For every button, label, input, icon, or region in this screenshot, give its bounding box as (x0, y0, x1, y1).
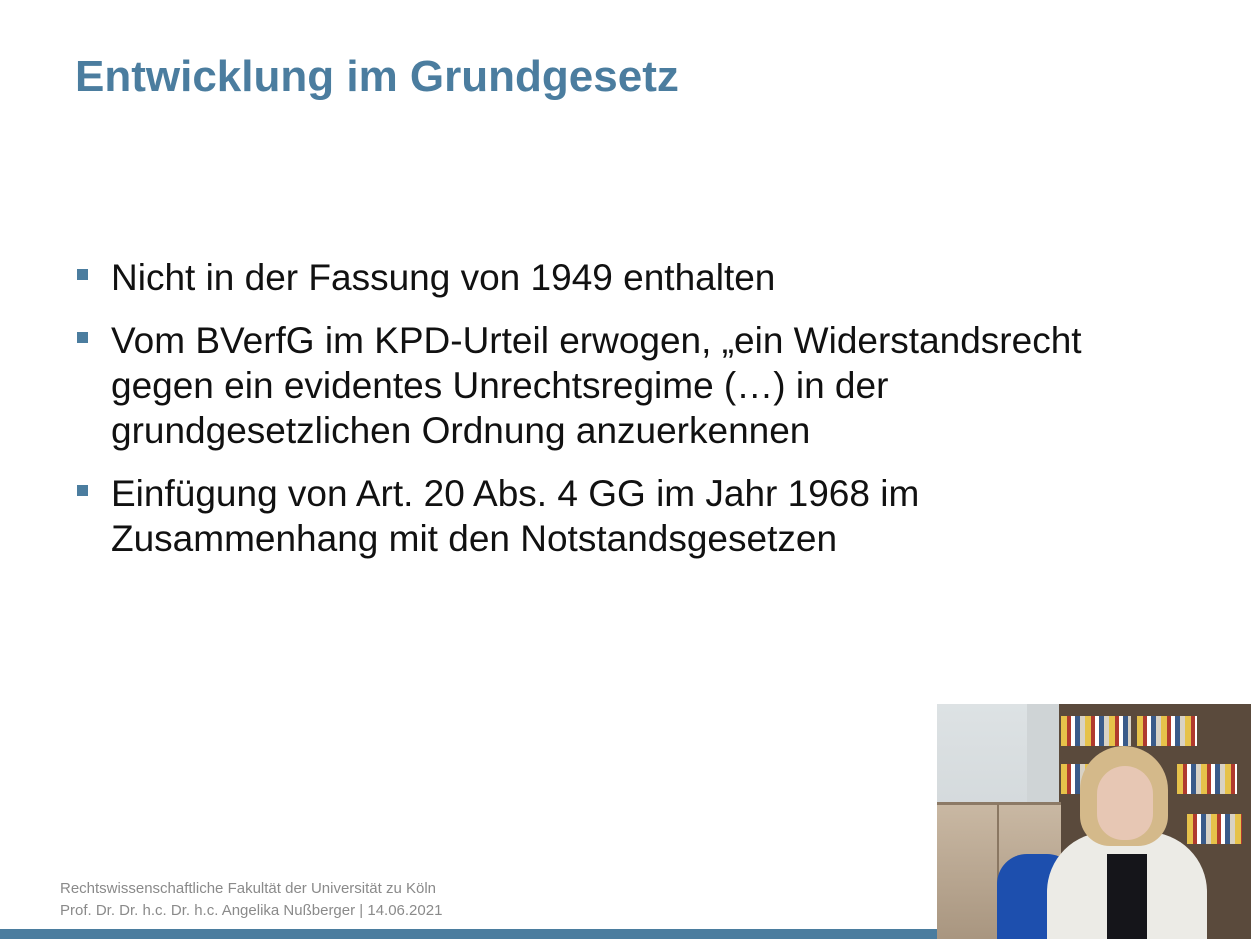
slide-title: Entwicklung im Grundgesetz (75, 52, 679, 101)
bullet-text: Einfügung von Art. 20 Abs. 4 GG im Jahr 1968 im Zusammenhang mit den Notstandsgesetzen (111, 473, 920, 559)
presenter-webcam (937, 704, 1251, 939)
bullet-item (77, 471, 1187, 561)
bullet-square-icon (77, 485, 88, 496)
bullet-item (77, 255, 1187, 300)
webcam-books (1187, 814, 1242, 844)
webcam-books (1177, 764, 1237, 794)
footer-author-date: Prof. Dr. Dr. h.c. Dr. h.c. Angelika Nußberger | 14.06.2021 (60, 902, 443, 919)
webcam-books (1061, 716, 1131, 746)
webcam-presenter-shirt (1107, 854, 1147, 939)
bullet-text: Nicht in der Fassung von 1949 enthalten (111, 257, 776, 298)
bullet-list (77, 255, 1187, 579)
bullet-square-icon (77, 269, 88, 280)
footer-faculty: Rechtswissenschaftliche Fakultät der Universität zu Köln (60, 880, 436, 897)
webcam-presenter-face (1097, 766, 1153, 840)
webcam-books (1137, 716, 1197, 746)
bullet-text: Vom BVerfG im KPD-Urteil erwogen, „ein Widerstandsrecht gegen ein evidentes Unrechtsregime (…) in der grundgesetzlichen Ordnung anzuerkennen (111, 320, 1082, 451)
slide-footer (60, 878, 442, 922)
bullet-item (77, 318, 1187, 453)
bullet-square-icon (77, 332, 88, 343)
